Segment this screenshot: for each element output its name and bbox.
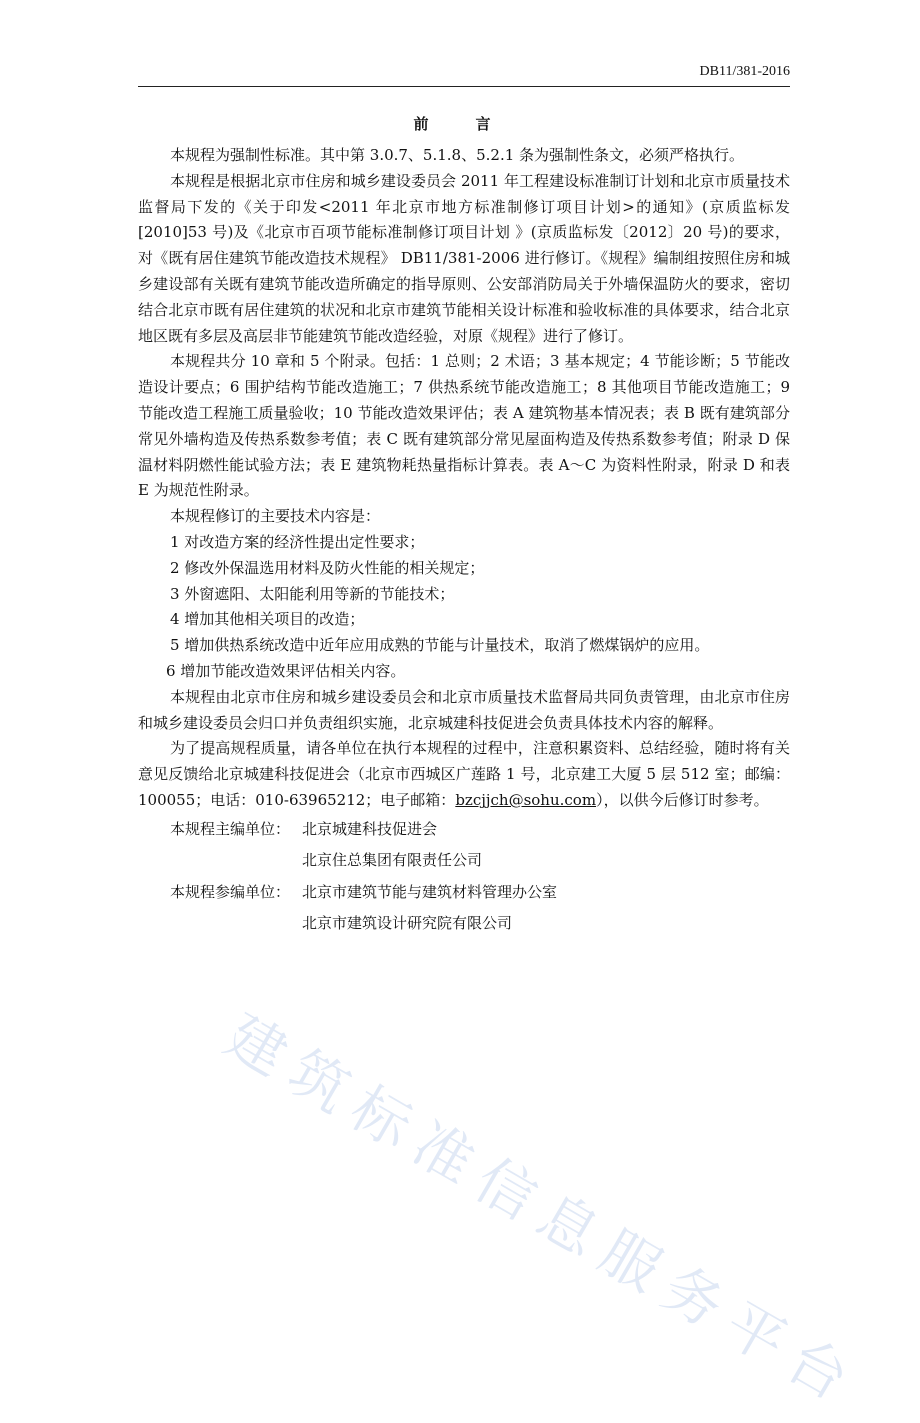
chief-unit-row xyxy=(170,845,790,877)
revision-intro: 本规程修订的主要技术内容是： xyxy=(170,507,381,526)
chief-unit: 北京住总集团有限责任公司 xyxy=(302,851,483,870)
participating-unit-row xyxy=(170,908,790,940)
participating-unit: 北京市建筑节能与建筑材料管理办公室 xyxy=(302,882,558,901)
feedback-paragraph xyxy=(138,736,790,813)
chief-unit: 北京城建科技促进会 xyxy=(302,819,438,838)
revision-item: 6 增加节能改造效果评估相关内容。 xyxy=(166,661,406,680)
feedback-text: 为了提高规程质量，请各单位在执行本规程的过程中，注意积累资料、总结经验，随时将有关意见反馈给北京城建科技促进会（北京市西城区广莲路 1 号，北京建工大厦 5 层 512 室；邮编：100055；电话：010-63965212；电子邮箱： xyxy=(138,739,790,809)
email-link[interactable]: bzcjjch@sohu.com xyxy=(455,790,597,809)
revision-item: 2 修改外保温选用材料及防火性能的相关规定； xyxy=(170,558,485,577)
revision-item: 3 外窗遮阳、太阳能利用等新的节能技术； xyxy=(170,584,455,603)
participating-unit-label: 本规程参编单位： xyxy=(170,882,291,901)
feedback-text-end: ），以供今后修订时参考。 xyxy=(596,790,769,809)
participating-unit: 北京市建筑设计研究院有限公司 xyxy=(302,914,513,933)
chief-unit-label: 本规程主编单位： xyxy=(170,819,291,838)
revision-item: 4 增加其他相关项目的改造； xyxy=(170,610,365,629)
page-header xyxy=(138,64,790,87)
basis-paragraph: 本规程是根据北京市住房和城乡建设委员会 2011 年工程建设标准制订计划和北京市质量技术监督局下发的《关于印发<2011 年北京市地方标准制修订项目计划>的通知》(京质监标发[2010]53 号)及《北京市百项节能标准制修订项目计划 》(京质监标发〔2012〕20 号)的要求，对《既有居住建筑节能改造技术规程》 DB11/381-2006 进行修订。《规程》编制组按照住房和城乡建设部有关既有建筑节能改造所确定的指导原则、公安部消防局关于外墙保温防火的要求，密切结合北京市既有居住建筑的状况和北京市建筑节能相关设计标准和验收标准的具体要求，结合北京地区既有多层及高层非节能建筑节能改造经验，对原《规程》进行了修订。 xyxy=(138,171,790,345)
watermark: 建筑标准信息服务平台 xyxy=(214,1001,873,1421)
section-title: 前 言 xyxy=(413,115,507,133)
participating-unit-row xyxy=(170,877,790,909)
revision-item: 5 增加供热系统改造中近年应用成熟的节能与计量技术，取消了燃煤锅炉的应用。 xyxy=(170,636,710,655)
document-body xyxy=(138,143,790,940)
management-paragraph: 本规程由北京市住房和城乡建设委员会和北京市质量技术监督局共同负责管理，由北京市住房和城乡建设委员会归口并负责组织实施，北京城建科技促进会负责具体技术内容的解释。 xyxy=(138,687,790,732)
mandatory-statement: 本规程为强制性标准。其中第 3.0.7、5.1.8、5.2.1 条为强制性条文，必须严格执行。 xyxy=(170,146,745,164)
chief-unit-row xyxy=(170,814,790,846)
structure-paragraph: 本规程共分 10 章和 5 个附录。包括：1 总则；2 术语；3 基本规定；4 节能诊断；5 节能改造设计要点；6 围护结构节能改造施工；7 供热系统节能改造施工；8 其他项目节能改造施工；9 节能改造工程施工质量验收；10 节能改造效果评估；表 A 建筑物基本情况表；表 B 既有建筑部分常见外墙构造及传热系数参考值；表 C 既有建筑部分常见屋面构造及传热系数参考值；附录 D 保温材料阴燃性能试验方法；表 E 建筑物耗热量指标计算表。表 A～C 为资料性附录，附录 D 和表 E 为规范性附录。 xyxy=(138,352,790,500)
editing-units xyxy=(138,814,790,940)
document-code: DB11/381-2016 xyxy=(699,64,790,79)
revision-item: 1 对改造方案的经济性提出定性要求； xyxy=(170,532,425,551)
